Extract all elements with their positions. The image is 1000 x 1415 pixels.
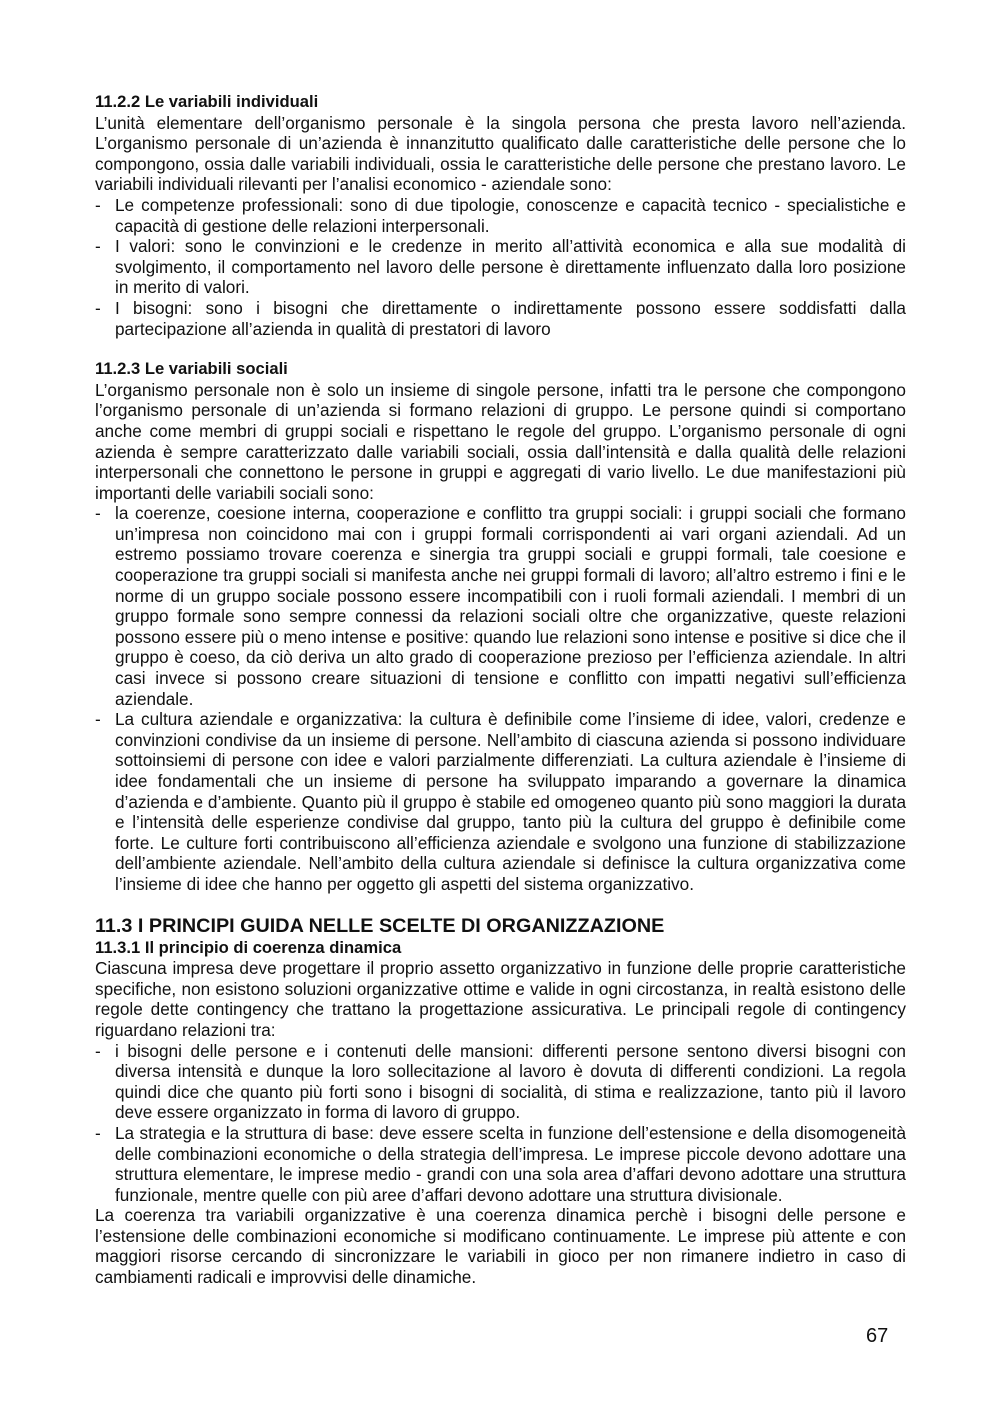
section-11-3-1-intro: Ciascuna impresa deve progettare il proprio assetto organizzativo in funzione delle proprie caratteristiche specifiche, non esistono soluzioni organizzative ottime e valide in ogni circostanza, in realtà esistono delle regole dette contingency che trattano la progettazione assicurativa. Le principali regole di contingency riguardano relazioni tra: — [95, 958, 906, 1040]
section-11-2-2-intro: L’unità elementare dell’organismo personale è la singola persona che presta lavoro nell’azienda. L’organismo personale di un’azienda è innanzitutto qualificato dalle caratteristiche delle persone che lo compongono, ossia dalle variabili individuali, ossia le caratteristiche delle persone che prestano lavoro. Le variabili individuali rilevanti per l’analisi economico - aziendale sono: — [95, 112, 906, 195]
list-item-text: I valori: sono le convinzioni e le credenze in merito all’attività economica e alla sue modalità di svolgimento, il comportamento nel lavoro delle persone è direttamente influenzato dalla loro posizione in merito di valori. — [115, 236, 906, 298]
dash-bullet: - — [95, 297, 101, 318]
list-item — [95, 236, 906, 298]
list-item — [95, 195, 906, 236]
dash-bullet: - — [95, 1122, 101, 1143]
section-11-2-3-list — [95, 503, 906, 894]
section-11-2-3-intro: L’organismo personale non è solo un insieme di singole persone, infatti tra le persone che compongono l’organismo personale di un’azienda si formano relazioni di gruppo. Le persone quindi si comportano anche come membri di gruppi sociali e rispettano le regole del gruppo. L’organismo personale di ogni azienda è sempre caratterizzato dalle variabili sociali, ossia dall’intensità e dalla qualità delle relazioni interpersonali che connettono le persone in gruppi e aggregati di vario livello. Le due manifestazioni più importanti delle variabili sociali sono: — [95, 379, 906, 503]
list-item-text: I bisogni: sono i bisogni che direttamente o indirettamente possono essere soddisfatti dalla partecipazione all’azienda in qualità di prestatori di lavoro — [115, 297, 906, 339]
list-item-text: La cultura aziendale e organizzativa: la cultura è definibile come l’insieme di idee, valori, credenze e convinzioni condivise da un insieme di persone. Nell’ambito di ciascuna azienda si possono individuare sottoinsiemi di persone con idee e valori parzialmente differenziati. La cultura aziendale è l’insieme di idee fondamentali che un insieme di persone ha sviluppato imparando a governare la dinamica d’azienda e d’ambiente. Quanto più il gruppo è stabile ed omogeneo quanto più sono maggiori la durata e l’intensità delle esperienze condivise dal gruppo, tanto più la cultura del gruppo è definibile come forte. Le culture forti contribuiscono all’efficienza aziendale e svolgono una funzione di stabilizzazione dell’ambiente aziendale. Nell’ambito della cultura aziendale si definisce la cultura organizzativa come l’insieme di idee che hanno per oggetto gli aspetti del sistema organizzativo. — [115, 709, 906, 894]
section-11-2-2-list — [95, 195, 906, 339]
list-item-text: La strategia e la struttura di base: deve essere scelta in funzione dell’estensione e della disomogeneità delle combinazioni economiche o della strategia dell’impresa. Le imprese piccole devono adottare una struttura elementare, le imprese medio - grandi con una sola area d’affari devono adottare una struttura funzionale, mentre quelle con più aree d’affari devono adottare una struttura divisionale. — [115, 1122, 906, 1205]
list-item — [95, 298, 906, 339]
section-11-3-1-closing: La coerenza tra variabili organizzative è una coerenza dinamica perchè i bisogni delle persone e l’estensione delle combinazioni economiche si modificano continuamente. Le imprese più attente e con maggiori risorse cercando di sincronizzare le variabili in gioco per non rimanere indietro in caso di cambiamenti radicali e improvvisi delle dinamiche. — [95, 1205, 906, 1288]
section-heading-11-3: 11.3 I PRINCIPI GUIDA NELLE SCELTE DI ORGANIZZAZIONE — [95, 914, 665, 937]
dash-bullet: - — [95, 194, 101, 215]
list-item-text: i bisogni delle persone e i contenuti delle mansioni: differenti persone sentono diversi bisogni con diversa intensità e dunque la loro sollecitazione al lavoro è dovuta di differenti condizioni. La regola quindi dice che quanto più forti sono i bisogni di socialità, di stima e realizzazione, tanto più il lavoro deve essere organizzato in forma di lavoro di gruppo. — [115, 1040, 906, 1123]
document-page — [95, 92, 906, 1288]
list-item-text: Le competenze professionali: sono di due tipologie, conoscenze e capacità tecnico - specialistiche e capacità di gestione delle relazioni interpersonali. — [115, 194, 906, 236]
list-item — [95, 709, 906, 894]
dash-bullet: - — [95, 1040, 101, 1061]
dash-bullet: - — [95, 236, 101, 257]
list-item — [95, 503, 906, 709]
section-heading-11-2-3: 11.2.3 Le variabili sociali — [95, 359, 288, 379]
list-item — [95, 1041, 906, 1123]
list-item-text: la coerenze, coesione interna, cooperazione e conflitto tra gruppi sociali: i gruppi sociali che formano un’impresa non coincidono mai con i gruppi formali corrispondenti ai vari organi aziendali. Ad un estremo possiamo trovare coerenza e sinergia tra gruppi sociali e gruppi formali, tale coesione e cooperazione tra gruppi sociali si manifesta anche nei gruppi formali di lavoro; all’altro estremo i fini e le norme di un gruppo sociale possono essere incompatibili con i ruoli formali aziendali. I membri di un gruppo formale sono sempre connessi da relazioni sociali oltre che organizzative, queste relazioni possono essere più o meno intense e positive: quando lue relazioni sono intense e positive si dice che il gruppo è coeso, da ciò deriva un alto grado di cooperazione prezioso per l’efficienza aziendale. In altri casi invece si possono creare situazioni di tensione e conflitto con impatti negativi sull’efficienza aziendale. — [115, 503, 906, 709]
section-heading-11-3-1: 11.3.1 Il principio di coerenza dinamica — [95, 937, 402, 957]
list-item — [95, 1123, 906, 1205]
dash-bullet: - — [95, 503, 101, 524]
section-11-3-1-list — [95, 1041, 906, 1206]
dash-bullet: - — [95, 709, 101, 730]
page-number: 67 — [866, 1325, 889, 1347]
section-heading-11-2-2: 11.2.2 Le variabili individuali — [95, 92, 319, 111]
